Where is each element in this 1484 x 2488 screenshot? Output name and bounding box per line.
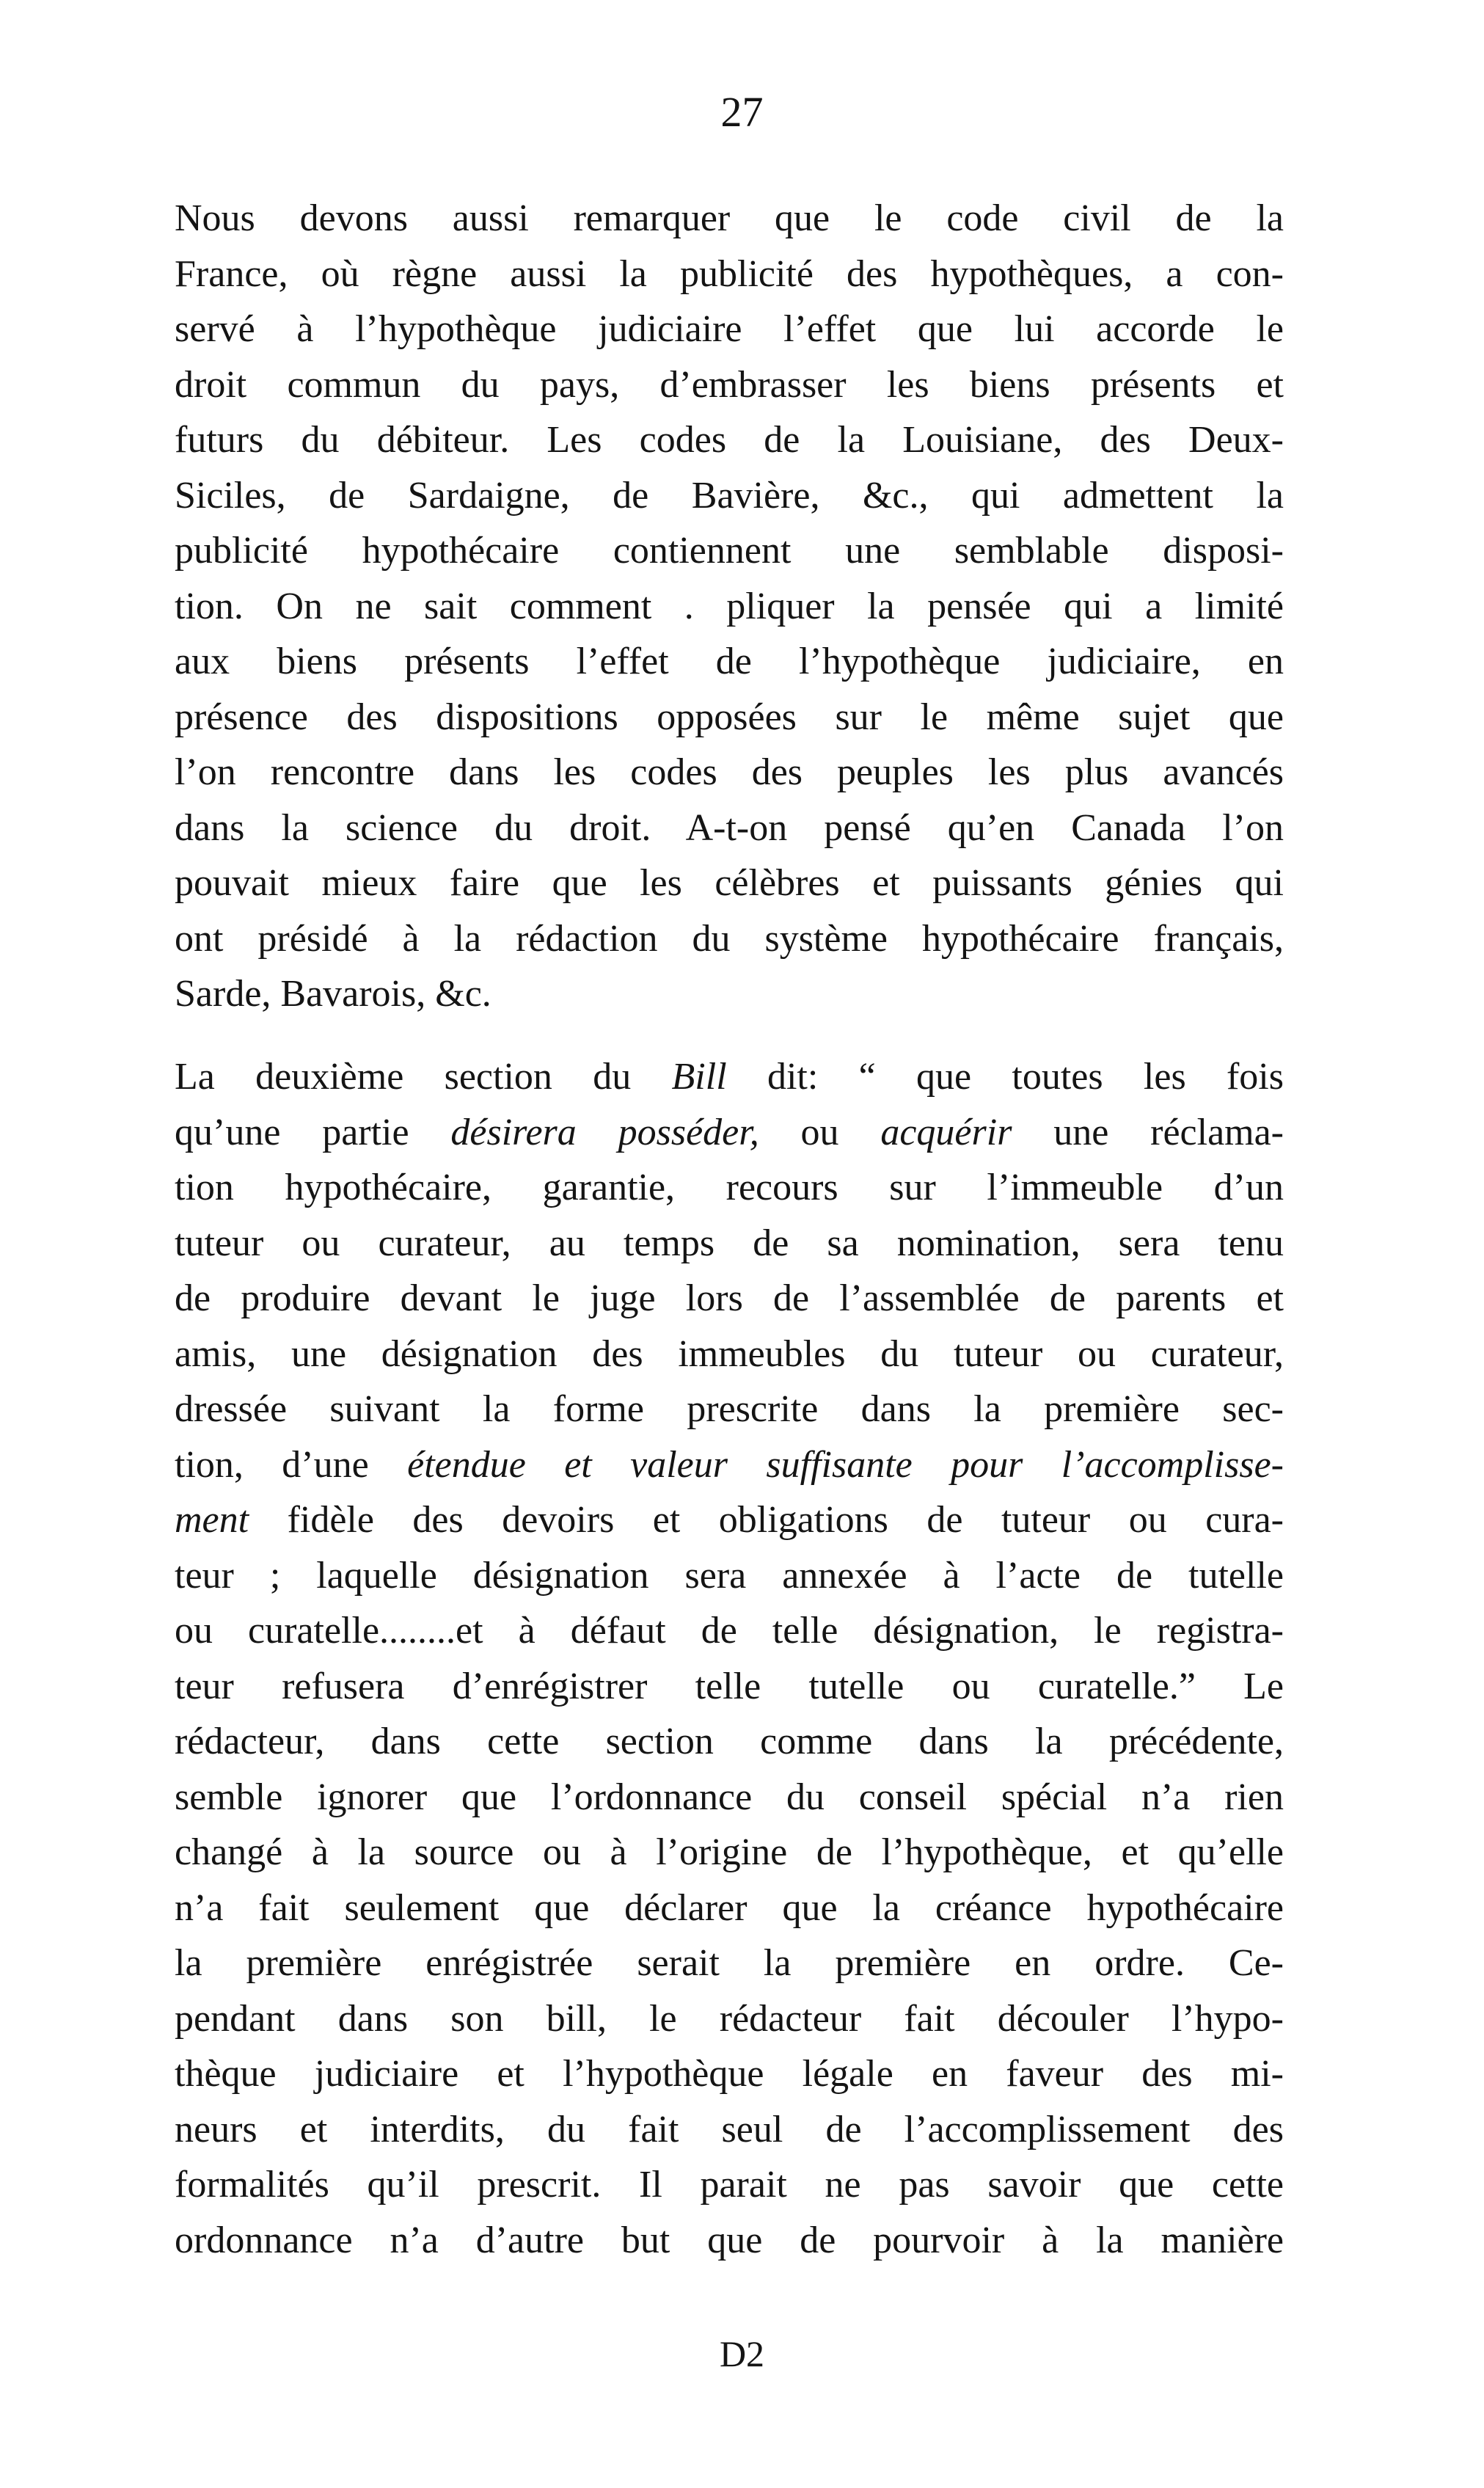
text-run: ou (759, 1111, 881, 1153)
italic-text: étendue et valeur suffisante pour l’accomplisse- (407, 1443, 1284, 1486)
text-line: amis, une désignation des immeubles du tuteur ou curateur, (175, 1332, 1284, 1375)
text-line: servé à l’hypothèque judiciaire l’effet que lui accorde le (175, 308, 1284, 350)
text-line: semble ignorer que l’ordonnance du conseil spécial n’a rien (175, 1776, 1284, 1818)
text-run: qu’une partie (175, 1111, 451, 1153)
text-line: de produire devant le juge lors de l’assemblée de parents et (175, 1277, 1284, 1319)
text-line: dans la science du droit. A-t-on pensé qu’en Canada l’on (175, 806, 1284, 849)
text-line (175, 1105, 1284, 1161)
paragraph-1 (175, 191, 1284, 1022)
text-line: tuteur ou curateur, au temps de sa nomination, sera tenu (175, 1222, 1284, 1264)
text-line: teur refusera d’enrégistrer telle tutelle ou curatelle.” Le (175, 1665, 1284, 1707)
text-line: présence des dispositions opposées sur le même sujet que (175, 696, 1284, 738)
text-line: Nous devons aussi remarquer que le code civil de la (175, 197, 1284, 239)
text-line: ont présidé à la rédaction du système hypothécaire français, (175, 917, 1284, 960)
text-line: publicité hypothécaire contiennent une semblable disposi- (175, 530, 1284, 572)
text-line: tion. On ne sait comment . pliquer la pensée qui a limité (175, 585, 1284, 627)
text-line: n’a fait seulement que déclarer que la créance hypothécaire (175, 1886, 1284, 1929)
text-run: La deuxième section du (175, 1056, 672, 1098)
text-run: une réclama- (1012, 1111, 1284, 1153)
text-line: pendant dans son bill, le rédacteur fait découler l’hypo- (175, 1997, 1284, 2040)
text-line: Sarde, Bavarois, &c. (175, 973, 491, 1015)
text-line: Siciles, de Sardaigne, de Bavière, &c., qui admettent la (175, 474, 1284, 517)
text-line: changé à la source ou à l’origine de l’hypothèque, et qu’elle (175, 1831, 1284, 1873)
text-line: formalités qu’il prescrit. Il parait ne pas savoir que cette (175, 2164, 1284, 2206)
text-line: l’on rencontre dans les codes des peuples les plus avancés (175, 751, 1284, 793)
signature-mark: D2 (719, 2333, 765, 2374)
text-line: neurs et interdits, du fait seul de l’accomplissement des (175, 2108, 1284, 2150)
text-line: France, où règne aussi la publicité des hypothèques, a con- (175, 252, 1284, 295)
text-run: tion, d’une (175, 1443, 408, 1486)
text-run: fidèle des devoirs et obligations de tuteur ou cura- (249, 1499, 1284, 1541)
italic-text: ment (175, 1499, 249, 1541)
italic-text: acquérir (880, 1111, 1012, 1153)
text-line: ou curatelle........et à défaut de telle désignation, le registra- (175, 1610, 1284, 1652)
text-line: droit commun du pays, d’embrasser les biens présents et (175, 363, 1284, 406)
text-line: tion hypothécaire, garantie, recours sur l’immeuble d’un (175, 1167, 1284, 1208)
italic-text: Bill (671, 1056, 727, 1098)
text-line: futurs du débiteur. Les codes de la Louisiane, des Deux- (175, 419, 1284, 461)
italic-text: désirera posséder, (450, 1111, 759, 1153)
text-line: aux biens présents l’effet de l’hypothèque judiciaire, en (175, 641, 1284, 682)
text-line (175, 1492, 1284, 1548)
page-number: 27 (720, 88, 764, 136)
text-line: rédacteur, dans cette section comme dans la précédente, (175, 1721, 1284, 1762)
text-line: pouvait mieux faire que les célèbres et puissants génies qui (175, 862, 1284, 904)
text-line (175, 1437, 1284, 1493)
paragraph-2 (175, 1049, 1284, 2268)
text-run: dit: “ que toutes les fois (726, 1056, 1284, 1098)
text-line: teur ; laquelle désignation sera annexée à l’acte de tutelle (175, 1554, 1284, 1597)
text-line (175, 1049, 1284, 1105)
text-line: thèque judiciaire et l’hypothèque légale en faveur des mi- (175, 2053, 1284, 2095)
text-line: ordonnance n’a d’autre but que de pourvoir à la manière (175, 2219, 1284, 2261)
text-line: la première enrégistrée serait la première en ordre. Ce- (175, 1942, 1284, 1984)
text-line: dressée suivant la forme prescrite dans la première sec- (175, 1388, 1284, 1430)
